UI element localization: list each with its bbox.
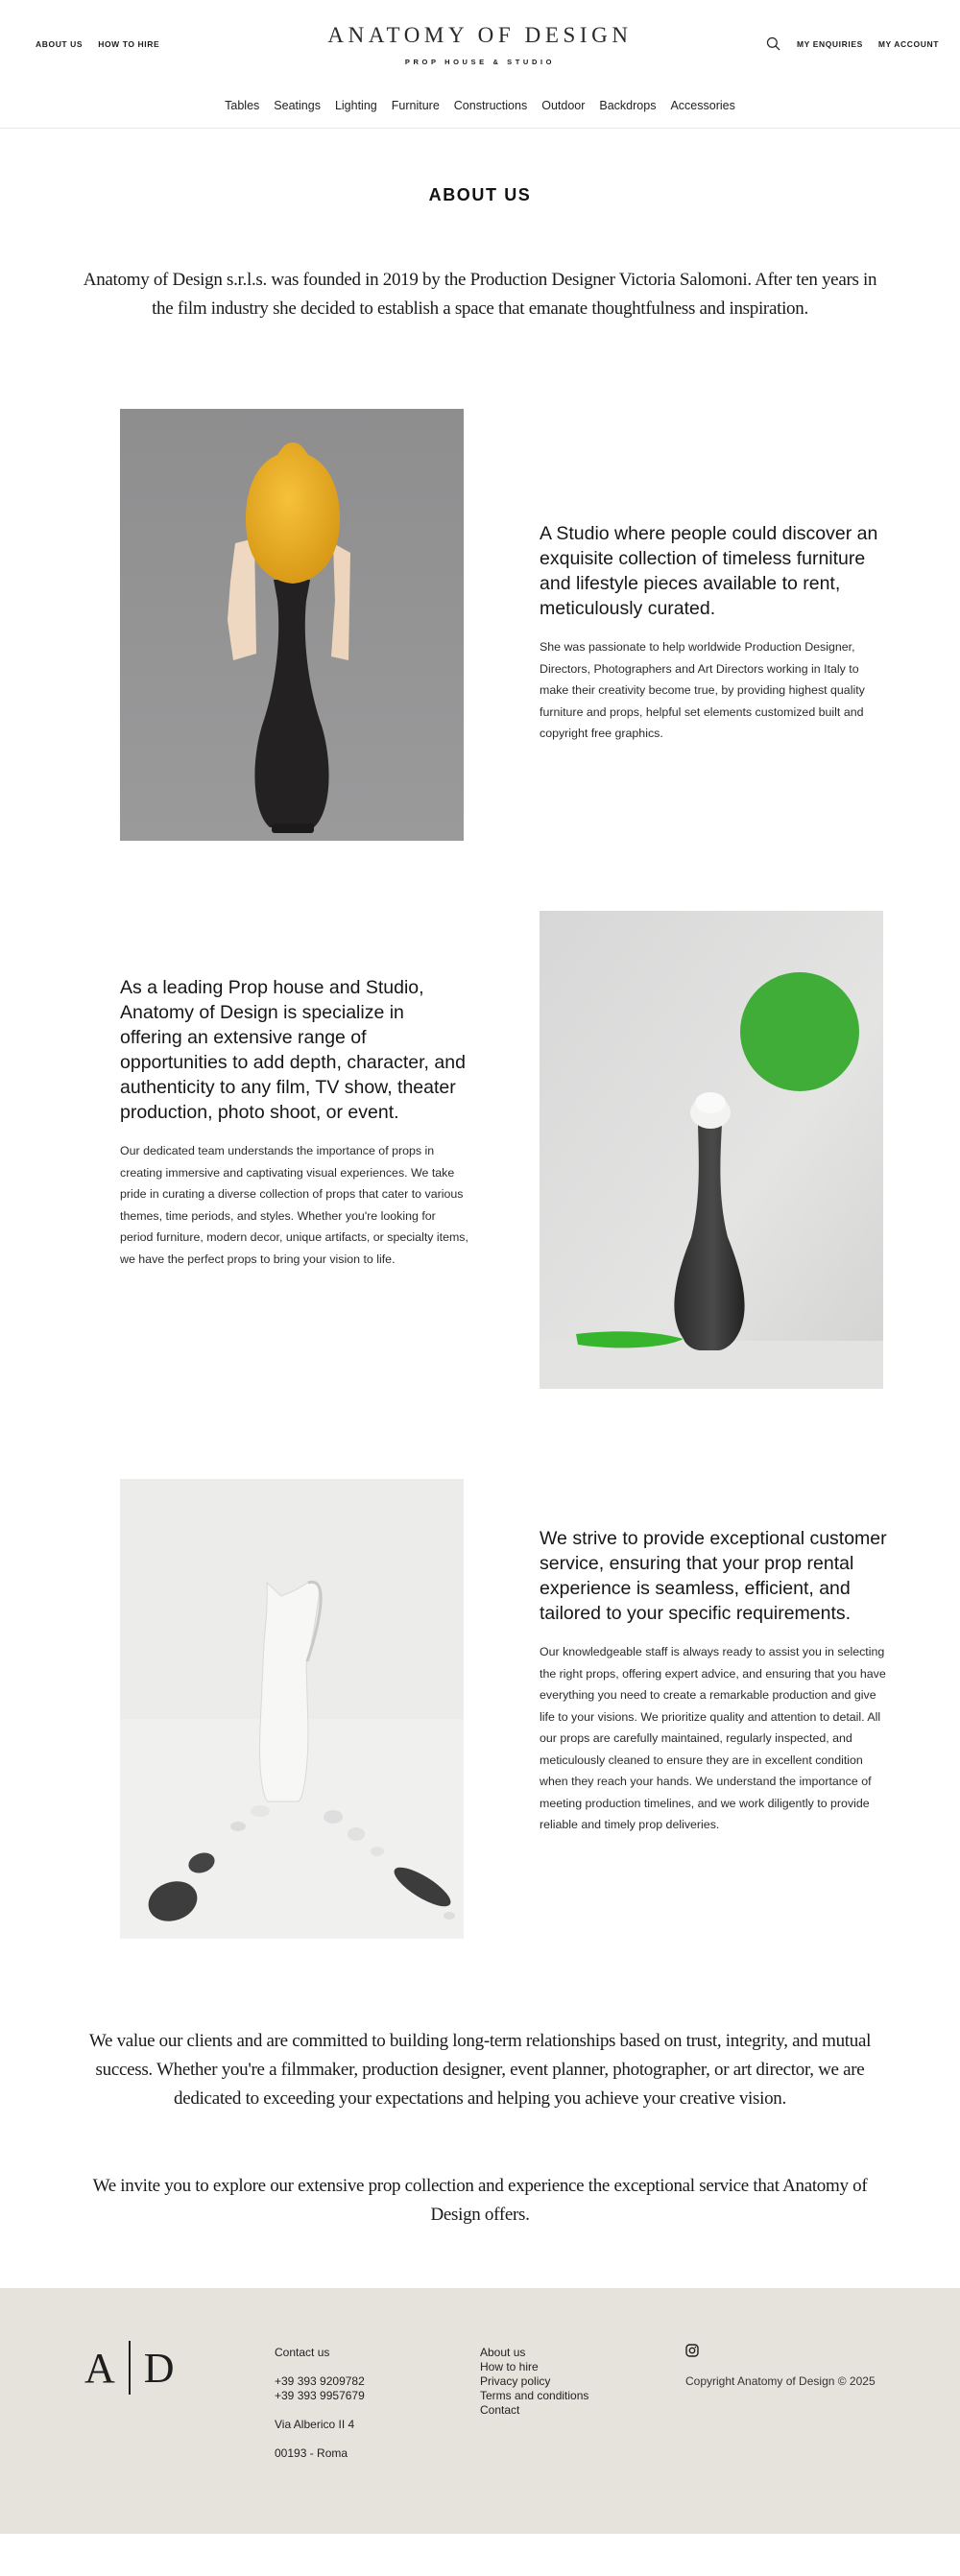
category-tables[interactable]: Tables <box>225 99 260 112</box>
contact-heading: Contact us <box>275 2346 330 2359</box>
white-pitcher-stones-photo <box>120 1479 464 1939</box>
nav-how-to-hire[interactable]: HOW TO HIRE <box>98 39 160 49</box>
category-constructions[interactable]: Constructions <box>453 99 528 112</box>
footer-link-contact[interactable]: Contact <box>480 2403 520 2417</box>
category-nav <box>0 99 960 112</box>
footer-link-terms[interactable]: Terms and conditions <box>480 2389 589 2402</box>
logo-subtitle: PROP HOUSE & STUDIO <box>404 58 556 66</box>
address-city: 00193 - Roma <box>275 2446 348 2460</box>
black-vase-green-circle-photo <box>540 911 883 1389</box>
search-icon <box>766 36 780 51</box>
footer-contact <box>275 2346 365 2461</box>
footer-social <box>685 2344 876 2389</box>
feature-3-heading: We strive to provide exceptional customer service, ensuring that your prop rental experience is seamless, efficient, and tailored to your specific requirements. <box>540 1528 887 1624</box>
footer-logo-letter-d: D <box>143 2344 175 2392</box>
feature-1-body: She was passionate to help worldwide Production Designer, Directors, Photographers and Art Directors working in Italy to make their creativity become true, by providing highest quality furniture and props, helpful set elements customized built and copyright free graphics. <box>540 640 865 740</box>
instagram-link[interactable] <box>685 2344 876 2357</box>
site-footer <box>0 2288 960 2534</box>
category-seatings[interactable]: Seatings <box>274 99 321 112</box>
feature-2-heading: As a leading Prop house and Studio, Anatomy of Design is specialize in offering an extensive range of opportunities to add depth, character, and authenticity to any film, TV show, theater production, photo shoot, or event. <box>120 977 466 1123</box>
category-accessories[interactable]: Accessories <box>670 99 735 112</box>
category-furniture[interactable]: Furniture <box>391 99 440 112</box>
nav-my-enquiries[interactable]: MY ENQUIRIES <box>796 39 863 49</box>
nav-about-us[interactable]: ABOUT US <box>36 39 84 49</box>
feature-3-body: Our knowledgeable staff is always ready to assist you in selecting the right props, offering expert advice, and ensuring that you have everything you need to create a remarkable production and give life to your visions. We prioritize quality and attention to detail. All our props are carefully maintained, regularly inspected, and meticulously cleaned to ensure they are in excellent condition when they reach your hands. We understand the importance of meeting production timelines, and we work diligently to provide reliable and timely prop deliveries. <box>540 1645 886 1831</box>
logo-title: ANATOMY OF DESIGN <box>327 23 633 47</box>
phone-1[interactable]: +39 393 9209782 <box>275 2374 365 2388</box>
address-street: Via Alberico II 4 <box>275 2418 355 2431</box>
footer-logo-divider <box>129 2341 131 2395</box>
site-header <box>0 0 960 129</box>
header-right-nav <box>766 36 939 52</box>
instagram-icon <box>685 2344 699 2357</box>
closing-paragraph-1: We value our clients and are committed to building long-term relationships based on trust, integrity, and mutual success. Whether you're a filmmaker, production designer, event planner, photographer, or art director, we are dedicated to exceeding your expectations and helping you achieve your creative vision. <box>88 2031 872 2109</box>
lemon-on-black-vase-photo <box>120 409 464 841</box>
footer-link-about-us[interactable]: About us <box>480 2346 526 2359</box>
footer-logo-letter-a: A <box>84 2344 115 2392</box>
category-outdoor[interactable]: Outdoor <box>541 99 586 112</box>
footer-link-privacy-policy[interactable]: Privacy policy <box>480 2374 551 2388</box>
footer-links <box>480 2346 588 2418</box>
footer-link-how-to-hire[interactable]: How to hire <box>480 2360 539 2373</box>
feature-3-text <box>540 1526 890 1836</box>
category-backdrops[interactable]: Backdrops <box>599 99 657 112</box>
footer-logo[interactable] <box>84 2341 175 2395</box>
copyright-text: Copyright Anatomy of Design © 2025 <box>685 2374 876 2388</box>
category-lighting[interactable]: Lighting <box>334 99 377 112</box>
intro-paragraph: Anatomy of Design s.r.l.s. was founded in 2019 by the Production Designer Victoria Salomoni. After ten years in the film industry she decided to establish a space that emanate thoughtfulness and inspiration. <box>83 270 877 319</box>
feature-2-body: Our dedicated team understands the importance of props in creating immersive and captivating visual experiences. We take pride in curating a diverse collection of props that cater to various themes, time periods, and styles. Whether you're looking for period furniture, modern decor, unique artifacts, or specialty items, we have the perfect props to bring your vision to life. <box>120 1144 468 1266</box>
search-button[interactable] <box>766 36 781 52</box>
phone-2[interactable]: +39 393 9957679 <box>275 2389 365 2402</box>
closing-paragraph-2: We invite you to explore our extensive prop collection and experience the exceptional service that Anatomy of Design offers. <box>92 2176 868 2225</box>
nav-my-account[interactable]: MY ACCOUNT <box>877 39 939 49</box>
feature-2-text <box>120 975 470 1270</box>
page-title: ABOUT US <box>428 185 532 204</box>
feature-1-heading: A Studio where people could discover an exquisite collection of timeless furniture and lifestyle pieces available to rent, meticulously curated. <box>540 523 878 619</box>
feature-1-text <box>540 521 885 745</box>
